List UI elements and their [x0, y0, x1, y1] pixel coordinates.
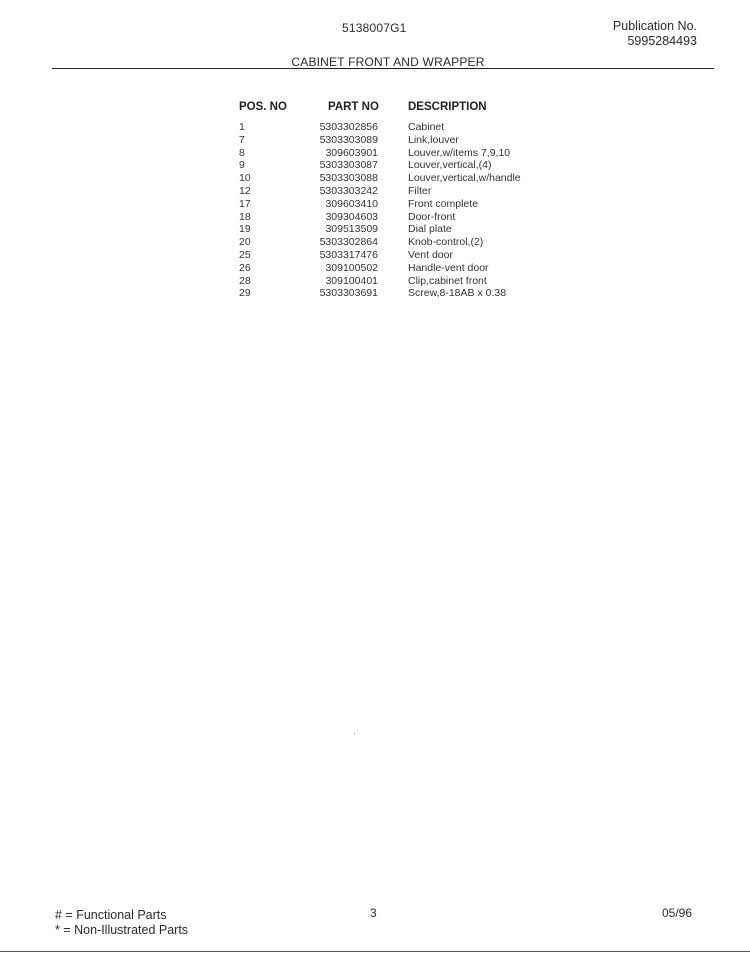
- table-row: [0, 172, 750, 185]
- description-cell: Front complete: [408, 197, 479, 210]
- table-row: [0, 159, 750, 172]
- pos-cell: 7: [239, 133, 245, 146]
- pos-cell: 12: [239, 184, 251, 197]
- description-cell: Vent door: [408, 248, 453, 261]
- description-cell: Link,louver: [408, 133, 459, 146]
- pos-cell: 10: [239, 172, 251, 185]
- pos-cell: 18: [239, 210, 251, 223]
- footer-divider: [0, 951, 750, 952]
- part-cell: 5303302856: [319, 121, 378, 133]
- table-row: [0, 134, 750, 147]
- description-cell: Cabinet: [408, 121, 445, 133]
- column-header-part-no: PART NO: [328, 101, 379, 113]
- part-cell: 309100502: [325, 261, 378, 274]
- part-cell: 309100401: [325, 274, 378, 287]
- table-row: [0, 249, 750, 262]
- header-divider: [52, 68, 714, 69]
- pos-cell: 25: [239, 248, 251, 261]
- part-cell: 5303303242: [319, 184, 378, 197]
- model-number: 5138007G1: [342, 21, 407, 35]
- parts-list: [0, 121, 750, 300]
- description-cell: Filter: [408, 184, 432, 197]
- description-cell: Dial plate: [408, 223, 452, 236]
- table-row: [0, 223, 750, 236]
- part-cell: 5303303087: [319, 159, 378, 172]
- table-row: [0, 275, 750, 288]
- table-row: [0, 147, 750, 160]
- pos-cell: 8: [239, 146, 245, 159]
- legend-functional-parts: # = Functional Parts: [55, 908, 167, 922]
- part-cell: 5303303088: [319, 172, 378, 185]
- pos-cell: 28: [239, 274, 251, 287]
- part-cell: 309603410: [325, 197, 378, 210]
- table-row: [0, 262, 750, 275]
- pos-cell: 20: [239, 236, 251, 249]
- table-row: [0, 211, 750, 224]
- part-cell: 309513509: [325, 223, 378, 236]
- publication-label: Publication No.: [612, 19, 697, 33]
- pos-cell: 29: [239, 287, 251, 300]
- description-cell: Louver,vertical,w/handle: [408, 172, 521, 185]
- part-cell: 5303303691: [319, 287, 378, 300]
- description-cell: Louver,vertical,(4): [408, 159, 492, 172]
- description-cell: Louver,w/items 7,9,10: [408, 146, 511, 159]
- table-row: [0, 121, 750, 134]
- publication-number: 5995284493: [627, 34, 697, 48]
- part-cell: 309603901: [325, 146, 378, 159]
- pos-cell: 9: [239, 159, 245, 172]
- description-cell: Door-front: [408, 210, 456, 223]
- description-cell: Clip,cabinet front: [408, 274, 487, 287]
- part-cell: 309304603: [325, 210, 378, 223]
- pos-cell: 26: [239, 261, 251, 274]
- section-title: CABINET FRONT AND WRAPPER: [291, 55, 485, 69]
- table-row: [0, 236, 750, 249]
- table-row: [0, 198, 750, 211]
- part-cell: 5303317476: [319, 248, 378, 261]
- description-cell: Handle-vent door: [408, 261, 489, 274]
- legend-non-illustrated-parts: * = Non-Illustrated Parts: [55, 923, 189, 937]
- pos-cell: 1: [239, 121, 245, 133]
- publication-date: 05/96: [662, 906, 693, 920]
- table-row: [0, 287, 750, 300]
- page-number: 3: [370, 906, 377, 920]
- pos-cell: 17: [239, 197, 251, 210]
- part-cell: 5303302864: [319, 236, 378, 249]
- column-header-description: DESCRIPTION: [408, 101, 487, 113]
- description-cell: Knob-control,(2): [408, 236, 484, 249]
- column-header-pos-no: POS. NO: [239, 101, 287, 113]
- scan-speck: [354, 733, 355, 734]
- pos-cell: 19: [239, 223, 251, 236]
- table-row: [0, 185, 750, 198]
- description-cell: Screw,8-18AB x 0.38: [408, 287, 507, 300]
- part-cell: 5303303089: [319, 133, 378, 146]
